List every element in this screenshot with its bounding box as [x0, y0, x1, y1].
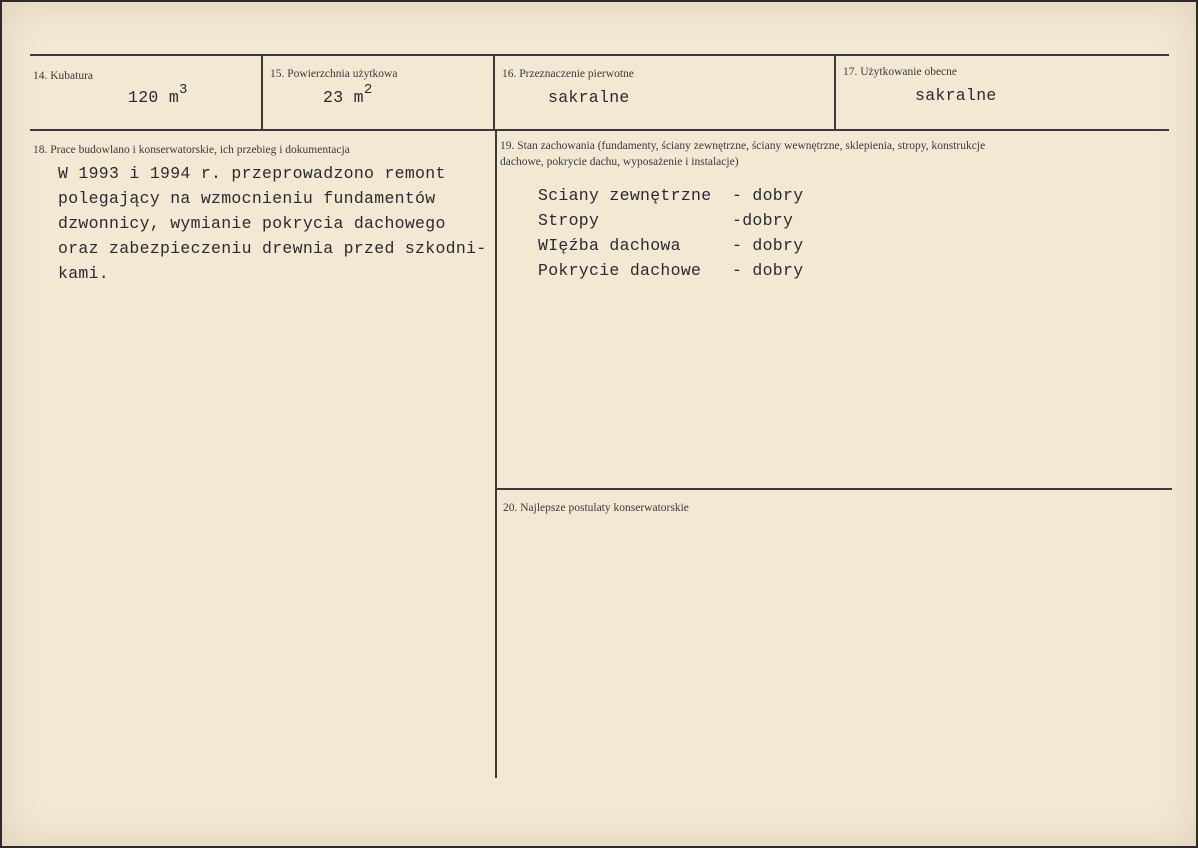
condition-item: Pokrycie dachowe [538, 261, 702, 280]
volume-number: 120 [128, 88, 159, 107]
field18-line: W 1993 i 1994 r. przeprowadzono remont [58, 164, 446, 183]
field18-line: oraz zabezpieczeniu drewnia przed szkodni- [58, 239, 487, 258]
condition-status: - dobry [732, 236, 804, 255]
field15-label: 15. Powierzchnia użytkowa [270, 68, 398, 80]
area-unit: m [353, 88, 364, 107]
area-exponent: 2 [363, 82, 373, 98]
field16-label: 16. Przeznaczenie pierwotne [502, 68, 634, 80]
condition-status: - dobry [732, 261, 804, 280]
field14-value [128, 82, 188, 107]
field16-value: sakralne [548, 88, 630, 107]
condition-status: - dobry [732, 186, 804, 205]
field19-label-line1: 19. Stan zachowania (fundamenty, ściany zewnętrzne, ściany wewnętrzne, sklepienia, stropy, konstrukcje [500, 140, 986, 152]
field18-line: polegający na wzmocnieniu fundamentów [58, 189, 436, 208]
divider-18-19 [495, 130, 497, 778]
field18-label: 18. Prace budowlano i konserwatorskie, ich przebieg i dokumentacja [33, 144, 350, 156]
field20-top-rule [497, 488, 1172, 490]
field18-line: dzwonnicy, wymianie pokrycia dachowego [58, 214, 446, 233]
row1-bottom-rule [30, 129, 1169, 131]
condition-item: Stropy [538, 211, 600, 230]
divider-15-16 [493, 55, 495, 130]
condition-item: Sciany zewnętrzne [538, 186, 712, 205]
top-rule [30, 54, 1169, 56]
field18-line: kami. [58, 264, 110, 283]
field15-value [323, 82, 373, 107]
field17-label: 17. Użytkowanie obecne [843, 66, 958, 78]
divider-16-17 [834, 55, 836, 130]
volume-exponent: 3 [179, 82, 188, 98]
volume-unit: m [168, 88, 180, 107]
area-number: 23 [323, 88, 344, 107]
divider-14-15 [261, 55, 263, 130]
field18-text [58, 161, 486, 286]
field19-label-line2: dachowe, pokrycie dachu, wyposażenie i instalacje) [500, 156, 739, 168]
condition-item: WIęźba dachowa [538, 236, 681, 255]
field20-label: 20. Najlepsze postulaty konserwatorskie [503, 502, 689, 514]
field14-label: 14. Kubatura [33, 70, 94, 82]
condition-status: -dobry [732, 211, 794, 230]
field17-value: sakralne [915, 86, 997, 105]
